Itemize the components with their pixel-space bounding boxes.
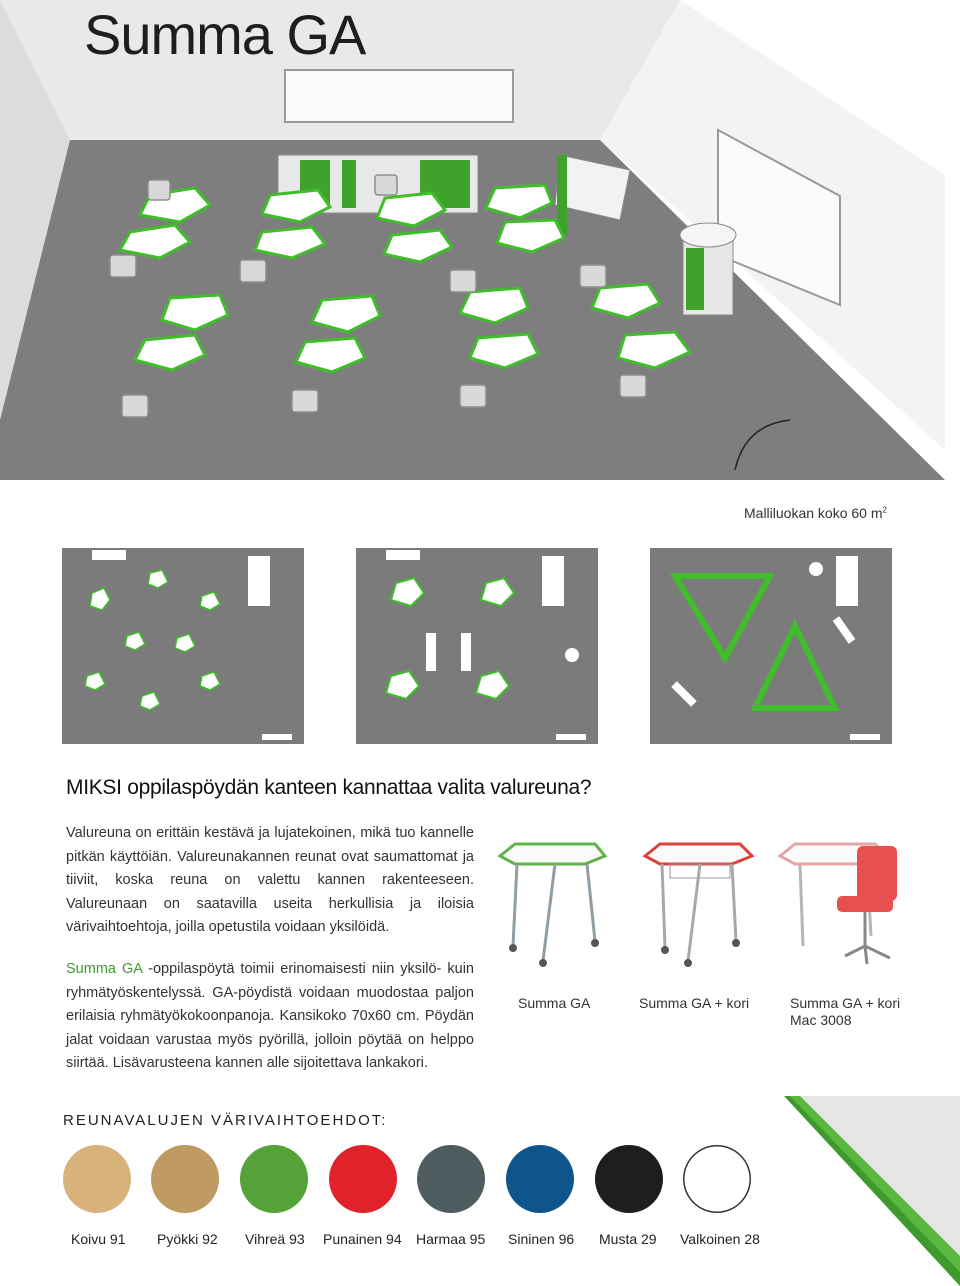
floor-plan-layout-2 (356, 548, 598, 744)
brand-name: Summa GA (66, 961, 143, 977)
floor-plan-layout-1 (62, 548, 304, 744)
page-title: Summa GA (84, 3, 366, 66)
color-label-harmaa: Harmaa 95 (416, 1231, 486, 1247)
floor-plan-layout-3 (650, 548, 892, 744)
color-swatch-valkoinen (683, 1145, 751, 1213)
color-label-vihrea: Vihreä 93 (245, 1231, 305, 1247)
color-swatch-sininen (506, 1145, 574, 1213)
product-image-summa-ga (495, 836, 615, 976)
color-swatch-pyokki (151, 1145, 219, 1213)
color-label-sininen: Sininen 96 (508, 1231, 575, 1247)
color-label-koivu: Koivu 91 (71, 1231, 126, 1247)
room-size-caption: Malliluokan koko 60 $m^2$ (744, 505, 887, 521)
color-options-heading: REUNAVALUJEN VÄRIVAIHTOEHDOT: (63, 1112, 388, 1129)
body-paragraph-2: Summa GA -oppilaspöytä toimii erinomaisesti niin yksilö- kuin ryhmätyöskentelyssä. GA-pöydistä voidaan muodostaa paljon erilaisia ryhmätyökokoonpanoja. Kansikoko 70x60 cm. Pöydän jalat voidaan varustaa myös pyörillä, jolloin pöytää on helppo siirtää. Lisävarusteena kannen alle sijoitettava lankakori. (66, 961, 474, 1071)
edge-detail-image (770, 1096, 960, 1286)
color-swatch-vihrea (240, 1145, 308, 1213)
color-label-musta: Musta 29 (599, 1231, 657, 1247)
color-swatch-koivu (63, 1145, 131, 1213)
product-image-summa-ga-kori-mac (775, 836, 915, 976)
color-label-valkoinen: Valkoinen 28 (680, 1231, 760, 1247)
color-swatch-musta (595, 1145, 663, 1213)
article-headline: MIKSI oppilaspöydän kanteen kannattaa valita valureuna? (66, 776, 592, 799)
classroom-illustration (0, 0, 960, 512)
color-label-punainen: Punainen 94 (323, 1231, 402, 1247)
product-label-summa-ga-kori-mac: Summa GA + kori Mac 3008 (790, 995, 901, 1028)
color-label-pyokki: Pyökki 92 (157, 1231, 218, 1247)
product-image-summa-ga-kori (640, 836, 760, 976)
body-paragraph-1: Valureuna on erittäin kestävä ja lujatekoinen, mikä tuo kannelle pitkän käyttöiän. Valureunakannen reunat ovat saumattomat ja tiiviit, koska reuna on valettu kannen rakenteeseen. Valureunaan on saatavilla useita herkullisia ja iloisia värivaihtoehtoja, joilla opetustila voidaan yksilöidä. (66, 825, 474, 935)
color-swatch-punainen (329, 1145, 397, 1213)
color-swatch-harmaa (417, 1145, 485, 1213)
product-label-summa-ga: Summa GA (518, 995, 591, 1011)
product-label-summa-ga-kori: Summa GA + kori (639, 995, 750, 1011)
